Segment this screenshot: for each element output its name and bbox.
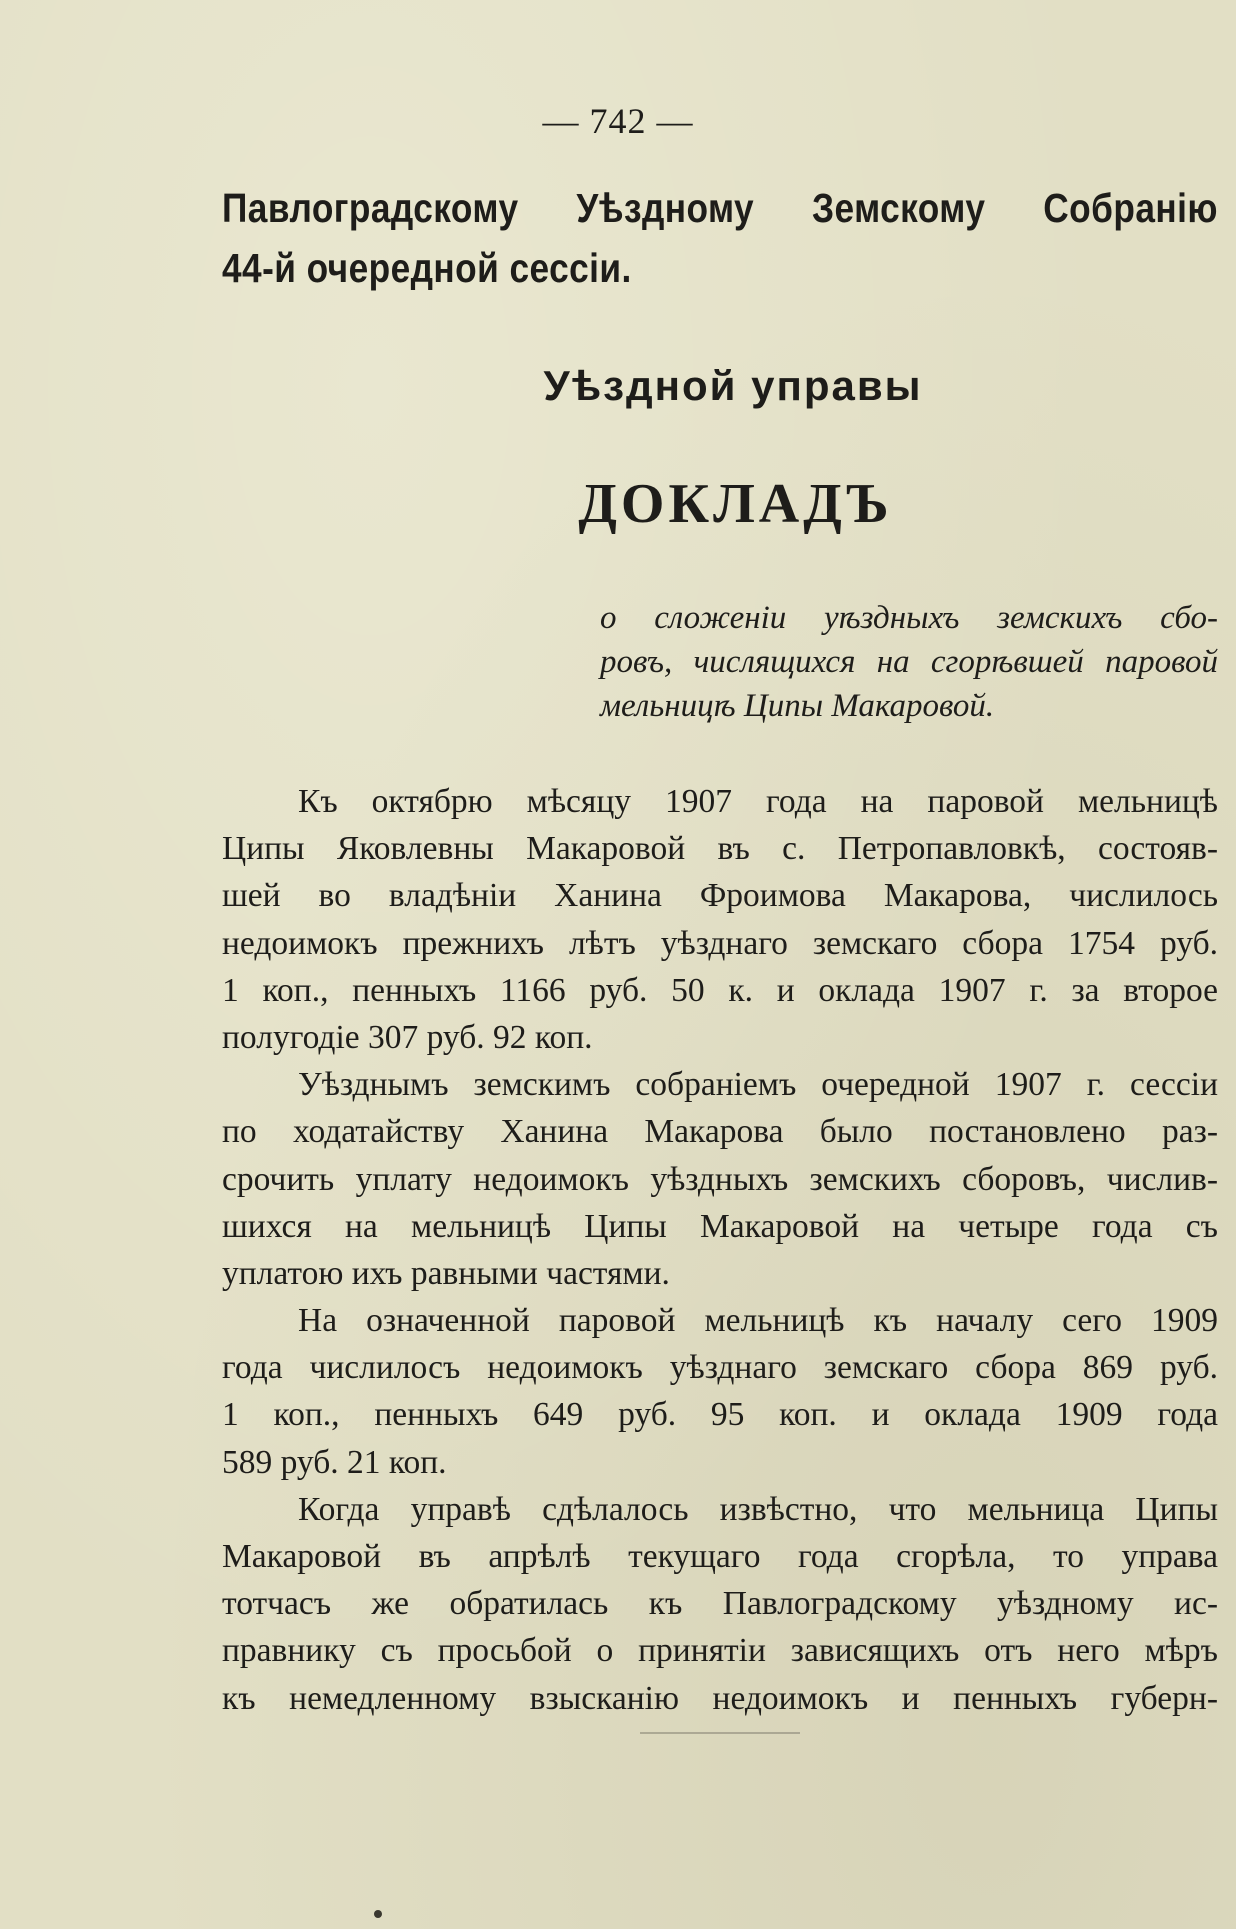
body-line: года числилосъ недоимокъ уѣзднаго земскаго сбора 869 руб. bbox=[222, 1349, 1218, 1387]
addressee-line-1: Павлоградскому Уѣздному Земскому Собранію bbox=[222, 185, 1218, 231]
issuer-subtitle: Уѣздной управы bbox=[543, 362, 923, 409]
body-line: недоимокъ прежнихъ лѣтъ уѣзднаго земскаго сбора 1754 руб. bbox=[222, 924, 1218, 962]
body-line: Макаровой въ апрѣлѣ текущаго года сгорѣла, то управа bbox=[222, 1538, 1218, 1575]
body-line: 1 коп., пенныхъ 649 руб. 95 коп. и оклада 1909 года bbox=[222, 1396, 1218, 1434]
addressee-heading bbox=[222, 178, 1218, 298]
body-line: Уѣзднымъ земскимъ собраніемъ очередной 1907 г. сессіи bbox=[298, 1066, 1218, 1104]
body-line: полугодіе 307 руб. 92 коп. bbox=[222, 1018, 593, 1056]
body-line: срочить уплату недоимокъ уѣздныхъ земскихъ сборовъ, числив- bbox=[222, 1160, 1218, 1198]
body-line: 589 руб. 21 коп. bbox=[222, 1443, 447, 1481]
ink-dot bbox=[374, 1910, 382, 1918]
body-line: шей во владѣніи Ханина Фроимова Макарова, числилось bbox=[222, 877, 1218, 915]
body-line: Ципы Яковлевны Макаровой въ с. Петропавловкѣ, состояв- bbox=[222, 830, 1218, 868]
topic-line: мельницѣ Ципы Макаровой. bbox=[600, 688, 995, 724]
body-line: На означенной паровой мельницѣ къ началу сего 1909 bbox=[298, 1302, 1218, 1340]
body-line: правнику съ просьбой о принятіи зависящихъ отъ него мѣръ bbox=[222, 1632, 1218, 1670]
footer-divider bbox=[640, 1732, 800, 1734]
body-line: тотчасъ же обратилась къ Павлоградскому уѣздному ис- bbox=[222, 1585, 1218, 1623]
addressee-line-2: 44-й очередной сессіи. bbox=[222, 245, 632, 291]
topic-line: ровъ, числящихся на сгорѣвшей паровой bbox=[600, 644, 1218, 680]
topic-line: о сложеніи уѣздныхъ земскихъ сбо- bbox=[600, 600, 1218, 636]
body-line: уплатою ихъ равными частями. bbox=[222, 1254, 670, 1292]
body-line: Когда управѣ сдѣлалось извѣстно, что мельница Ципы bbox=[298, 1490, 1218, 1528]
report-body bbox=[222, 778, 1218, 1722]
body-line: 1 коп., пенныхъ 1166 руб. 50 к. и оклада 1907 г. за второе bbox=[222, 971, 1218, 1009]
body-line: шихся на мельницѣ Ципы Макаровой на четыре года съ bbox=[222, 1207, 1218, 1245]
document-title: ДОКЛАДЪ bbox=[578, 473, 893, 535]
report-topic bbox=[600, 596, 1218, 728]
page-number: — 742 — bbox=[542, 101, 694, 141]
body-line: по ходатайству Ханина Макарова было постановлено раз- bbox=[222, 1113, 1218, 1151]
body-line: къ немедленному взысканію недоимокъ и пенныхъ губерн- bbox=[222, 1679, 1218, 1717]
body-line: Къ октябрю мѣсяцу 1907 года на паровой мельницѣ bbox=[298, 783, 1218, 820]
